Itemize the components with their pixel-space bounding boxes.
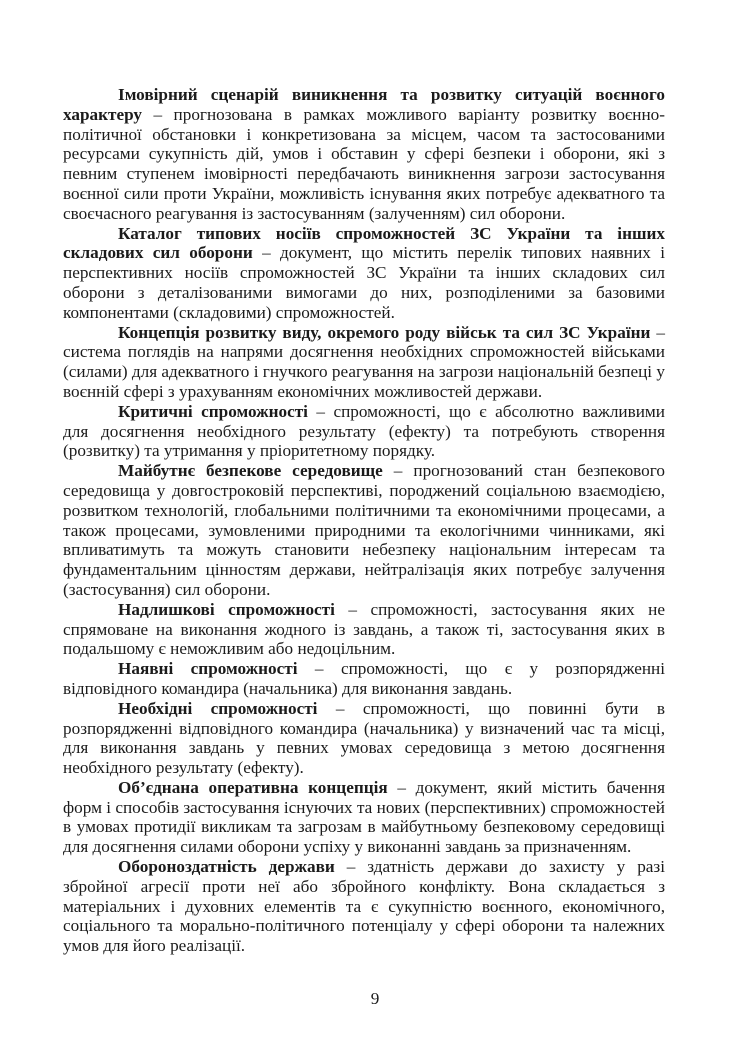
glossary-entry	[63, 857, 665, 956]
glossary-entry	[63, 323, 665, 402]
glossary-term: Обороноздатність держави	[118, 857, 335, 877]
glossary-term: Каталог типових носіїв спроможностей ЗС України та інших складових сил оборони	[63, 223, 665, 263]
glossary-entry	[63, 600, 665, 659]
glossary-entry	[63, 778, 665, 857]
glossary-definition: – прогнозована в рамках можливого варіанту розвитку воєнно-політичної обстановки і конкретизована за місцем, часом та застосованими ресурсами сукупність дій, умов і обставин у сфері безпеки і оборони, які з певним ступенем імовірності передбачають виникнення загрози застосування воєнної сили проти України, можливість існування яких потребує адекватного та своєчасного реагування із застосуванням (залученням) сил оборони.	[63, 104, 665, 223]
glossary-term: Критичні спроможності	[118, 401, 308, 421]
glossary-body	[63, 85, 665, 956]
glossary-term: Необхідні спроможності	[118, 698, 318, 718]
glossary-term: Майбутнє безпекове середовище	[118, 461, 383, 481]
glossary-term: Імовірний сценарій виникнення та розвитку ситуацій воєнного характеру	[63, 85, 665, 124]
glossary-entry	[63, 85, 665, 224]
glossary-definition: – спроможності, що є у розпорядженні відповідного командира (начальника) для виконання завдань.	[63, 659, 666, 698]
glossary-definition: – документ, що містить перелік типових наявних і перспективних носіїв спроможностей ЗС України та інших складових сил оборони з деталізованими вимогами до них, розподіленими за базовими компонентами (складовими) спроможностей.	[63, 243, 665, 322]
glossary-definition: – документ, який містить бачення форм і способів застосування існуючих та нових (перспективних) спроможностей в умовах протидії викликам та загрозам в майбутньому безпековому середовищі для досягнення силами оборони успіху у виконанні завдань за призначенням.	[63, 777, 666, 857]
glossary-term: Концепція розвитку виду, окремого роду військ та сил ЗС України	[118, 322, 651, 342]
glossary-definition: – прогнозований стан безпекового середовища у довгостроковій перспективі, породжений соціальною взаємодією, розвитком технологій, глобальними політичними та економічними процесами, а також процесами, зумовленими природними та екологічними чинниками, які впливатимуть та можуть становити небезпеку національним інтересам та фундаментальним цінностям держави, нейтралізація яких потребує залучення (застосування) сил оборони.	[63, 461, 665, 599]
glossary-definition: – спроможності, що є абсолютно важливими для досягнення необхідного результату (ефекту) та потребують створення (розвитку) та утримання у пріоритетному порядку.	[63, 401, 665, 461]
glossary-entry	[63, 699, 665, 778]
glossary-term: Наявні спроможності	[118, 659, 298, 679]
page-number: 9	[370, 989, 380, 1008]
glossary-entry	[63, 224, 665, 323]
glossary-definition: – система поглядів на напрями досягнення необхідних спроможностей військами (силами) для адекватного і гнучкого реагування на загрози національній безпеці у воєнній сфері з урахуванням економічних можливостей держави.	[63, 322, 665, 401]
glossary-entry	[63, 461, 665, 600]
glossary-definition: – спроможності, застосування яких не спрямоване на виконання жодного із завдань, а також ті, застосування яких в подальшому є неможливим або недоцільним.	[63, 599, 665, 659]
glossary-term: Надлишкові спроможності	[118, 599, 335, 619]
glossary-entry	[63, 402, 665, 461]
glossary-definition: – спроможності, що повинні бути в розпорядженні відповідного командира (начальника) у визначений час та місці, для виконання завдань у певних умовах середовища з метою досягнення необхідного результату (ефекту).	[63, 698, 665, 778]
glossary-definition: – здатність держави до захисту у разі збройної агресії проти неї або збройного конфлікту. Вона складається з матеріальних і духовних елементів та є сукупністю воєнного, економічного, соціального та морально-політичного потенціалу у сфері оборони та належних умов для його реалізації.	[63, 857, 665, 956]
glossary-term: Об’єднана оперативна концепція	[118, 777, 388, 797]
glossary-entry	[63, 659, 665, 699]
